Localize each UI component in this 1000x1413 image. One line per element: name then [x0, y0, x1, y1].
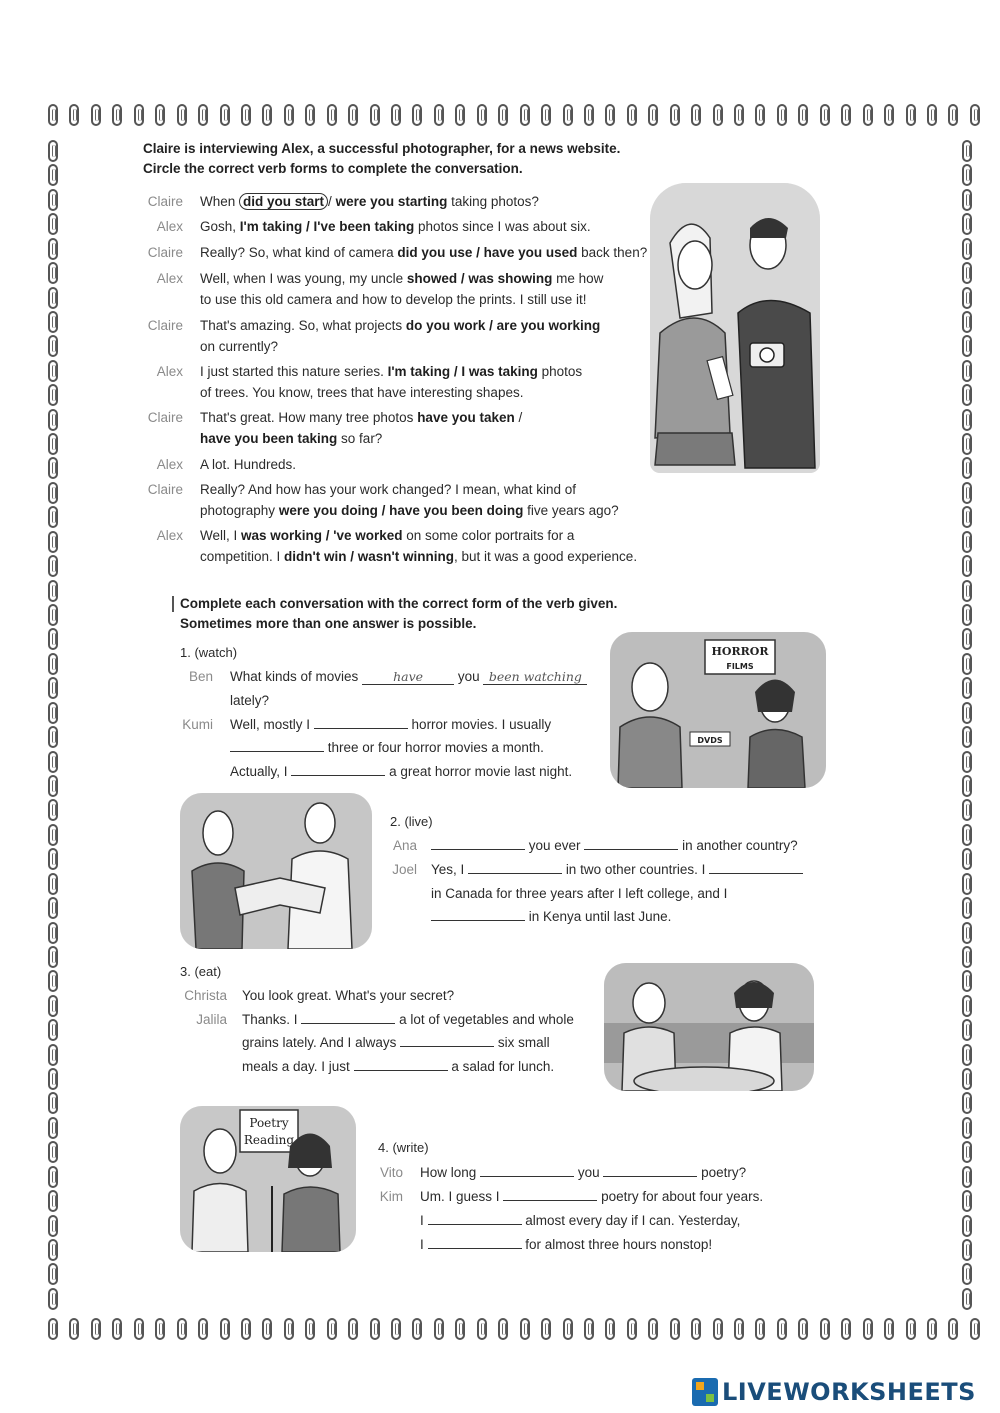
paperclip-icon	[48, 1141, 58, 1163]
speaker-label: Alex	[156, 271, 183, 286]
paperclip-icon	[927, 1318, 937, 1340]
illustration-horror-films	[610, 632, 826, 788]
paperclip-icon	[962, 433, 972, 455]
verb-options[interactable]: showed / was showing	[406, 271, 553, 286]
paperclip-icon	[962, 1141, 972, 1163]
speaker-label: Joel	[392, 862, 417, 877]
instruction-marker	[172, 596, 174, 612]
paperclip-icon	[670, 104, 680, 126]
paperclip-icon	[713, 1318, 723, 1340]
paperclip-icon	[906, 104, 916, 126]
paperclip-icon	[820, 1318, 830, 1340]
paperclip-icon	[962, 311, 972, 333]
answer-input[interactable]	[709, 859, 803, 874]
speaker-label: Ana	[392, 838, 417, 853]
paperclip-icon	[962, 1215, 972, 1237]
paperclip-icon	[670, 1318, 680, 1340]
paperclip-icon	[970, 1318, 980, 1340]
answer-input[interactable]: have	[362, 670, 454, 685]
speaker-label: Christa	[184, 988, 227, 1003]
paperclip-icon	[962, 262, 972, 284]
paperclip-icon	[734, 1318, 744, 1340]
paperclip-icon	[177, 104, 187, 126]
paperclip-icon	[412, 104, 422, 126]
paperclip-icon	[798, 1318, 808, 1340]
brand-name: LIVEWORKSHEETS	[722, 1378, 976, 1406]
paperclip-icon	[962, 164, 972, 186]
paperclip-icon	[48, 433, 58, 455]
speaker-label: Alex	[156, 457, 183, 472]
paperclip-icon	[412, 1318, 422, 1340]
verb-options[interactable]: did you use / have you used	[397, 245, 578, 260]
paperclip-icon	[962, 824, 972, 846]
paperclip-icon	[48, 970, 58, 992]
paperclip-icon	[962, 677, 972, 699]
paperclip-icon	[48, 1044, 58, 1066]
liveworksheets-logo[interactable]	[692, 1378, 976, 1406]
exercise1-instruction-line2: Circle the correct verb forms to complete the conversation.	[143, 161, 523, 176]
paperclip-icon	[520, 104, 530, 126]
paperclip-icon	[820, 104, 830, 126]
paperclip-icon	[584, 1318, 594, 1340]
paperclip-icon	[262, 1318, 272, 1340]
dialogue-text: in Canada for three years after I left college, and I	[431, 886, 728, 901]
paperclip-icon	[962, 360, 972, 382]
verb-option[interactable]: were you starting	[335, 194, 448, 209]
clip-border-right	[962, 140, 972, 1310]
answer-input[interactable]	[584, 835, 678, 850]
paperclip-icon	[48, 140, 58, 162]
paperclip-icon	[498, 104, 508, 126]
answer-input[interactable]	[314, 714, 408, 729]
paperclip-icon	[48, 287, 58, 309]
item-number: 1. (watch)	[180, 645, 238, 660]
exercise2-instructions	[180, 594, 617, 634]
paperclip-icon	[477, 104, 487, 126]
paperclip-icon	[563, 104, 573, 126]
verb-options[interactable]: didn't win / wasn't winning	[284, 549, 454, 564]
paperclip-icon	[327, 1318, 337, 1340]
verb-options[interactable]: I'm taking / I've been taking	[239, 219, 415, 234]
paperclip-icon	[948, 1318, 958, 1340]
paperclip-icon	[305, 104, 315, 126]
paperclip-icon	[584, 104, 594, 126]
paperclip-icon	[48, 409, 58, 431]
verb-options[interactable]: was working / 've worked	[241, 528, 403, 543]
paperclip-icon	[962, 604, 972, 626]
exercise1-instruction-line1: Claire is interviewing Alex, a successful photographer, for a news website.	[143, 141, 621, 156]
paperclip-icon	[962, 531, 972, 553]
paperclip-icon	[48, 824, 58, 846]
speaker-label: Alex	[156, 528, 183, 543]
illustration-poetry	[180, 1106, 356, 1252]
answer-input[interactable]	[291, 761, 385, 776]
speaker-label: Claire	[147, 482, 183, 497]
paperclip-icon	[962, 702, 972, 724]
paperclip-icon	[155, 104, 165, 126]
exercise2-instruction-line1: Complete each conversation with the correct form of the verb given.	[180, 596, 618, 611]
answer-input[interactable]: been watching	[483, 670, 587, 685]
paperclip-icon	[962, 1239, 972, 1261]
paperclip-icon	[48, 189, 58, 211]
answer-input[interactable]	[230, 737, 324, 752]
answer-input[interactable]	[603, 1162, 697, 1177]
paperclip-icon	[48, 604, 58, 626]
paperclip-icon	[48, 555, 58, 577]
paperclip-icon	[284, 1318, 294, 1340]
paperclip-icon	[962, 238, 972, 260]
paperclip-icon	[198, 104, 208, 126]
paperclip-icon	[48, 482, 58, 504]
photo-album-image	[180, 793, 372, 949]
paperclip-icon	[962, 457, 972, 479]
paperclip-icon	[962, 897, 972, 919]
paperclip-icon	[455, 104, 465, 126]
paperclip-icon	[220, 1318, 230, 1340]
item-number: 2. (live)	[390, 814, 433, 829]
liveworksheets-logo-icon	[692, 1378, 718, 1406]
answer-input[interactable]	[431, 906, 525, 921]
poetry-sign-text: Poetry	[249, 1116, 289, 1130]
verb-option[interactable]: have you taken	[417, 410, 515, 425]
verb-option[interactable]: have you been taking	[200, 431, 338, 446]
paperclip-icon	[155, 1318, 165, 1340]
paperclip-icon	[112, 104, 122, 126]
paperclip-icon	[48, 1092, 58, 1114]
speaker-label: Claire	[147, 194, 183, 209]
answer-input[interactable]	[480, 1162, 574, 1177]
paperclip-icon	[648, 1318, 658, 1340]
reading-sign-text: Reading	[243, 1133, 295, 1147]
paperclip-icon	[305, 1318, 315, 1340]
illustration-living-abroad	[180, 793, 372, 949]
paperclip-icon	[112, 1318, 122, 1340]
paperclip-icon	[434, 104, 444, 126]
paperclip-icon	[948, 104, 958, 126]
paperclip-icon	[627, 1318, 637, 1340]
dialogue-text: You look great. What's your secret?	[242, 988, 455, 1003]
paperclip-icon	[962, 1166, 972, 1188]
paperclip-icon	[348, 104, 358, 126]
paperclip-icon	[48, 995, 58, 1017]
paperclip-icon	[962, 628, 972, 650]
paperclip-icon	[691, 104, 701, 126]
paperclip-icon	[48, 1019, 58, 1041]
paperclip-icon	[391, 104, 401, 126]
paperclip-icon	[284, 104, 294, 126]
paperclip-icon	[962, 213, 972, 235]
answer-input[interactable]	[468, 859, 562, 874]
paperclip-icon	[906, 1318, 916, 1340]
paperclip-icon	[734, 104, 744, 126]
paperclip-icon	[48, 897, 58, 919]
paperclip-icon	[48, 104, 58, 126]
paperclip-icon	[48, 946, 58, 968]
paperclip-icon	[48, 922, 58, 944]
speaker-label: Vito	[379, 1165, 403, 1180]
paperclip-icon	[69, 104, 79, 126]
paperclip-icon	[370, 104, 380, 126]
paperclip-icon	[48, 238, 58, 260]
paperclip-icon	[48, 1190, 58, 1212]
exercise2-instruction-line2: Sometimes more than one answer is possible.	[180, 616, 477, 631]
paperclip-icon	[48, 799, 58, 821]
paperclip-icon	[48, 628, 58, 650]
paperclip-icon	[755, 1318, 765, 1340]
paperclip-icon	[48, 1117, 58, 1139]
paperclip-icon	[48, 457, 58, 479]
paperclip-icon	[48, 335, 58, 357]
paperclip-icon	[841, 104, 851, 126]
paperclip-icon	[541, 104, 551, 126]
paperclip-icon	[48, 1288, 58, 1310]
dialogue-text: lately?	[230, 693, 270, 708]
cafe-image	[604, 963, 814, 1091]
verb-options[interactable]: do you work / are you working	[405, 318, 601, 333]
paperclip-icon	[48, 1215, 58, 1237]
speaker-label: Kim	[379, 1189, 403, 1204]
paperclip-icon	[48, 1166, 58, 1188]
paperclip-icon	[241, 104, 251, 126]
paperclip-icon	[48, 702, 58, 724]
paperclip-icon	[962, 775, 972, 797]
paperclip-icon	[48, 262, 58, 284]
paperclip-icon	[69, 1318, 79, 1340]
answer-input[interactable]	[301, 1009, 395, 1024]
speaker-label: Alex	[156, 364, 183, 379]
paperclip-icon	[48, 1068, 58, 1090]
paperclip-icon	[262, 104, 272, 126]
films-sign-text: FILMS	[726, 662, 754, 671]
answer-input[interactable]	[428, 1234, 522, 1249]
paperclip-icon	[863, 104, 873, 126]
paperclip-icon	[962, 506, 972, 528]
paperclip-icon	[198, 1318, 208, 1340]
paperclip-icon	[927, 104, 937, 126]
paperclip-icon	[541, 1318, 551, 1340]
paperclip-icon	[348, 1318, 358, 1340]
speaker-label: Claire	[147, 245, 183, 260]
speaker-label: Claire	[147, 410, 183, 425]
paperclip-icon	[962, 946, 972, 968]
paperclip-icon	[220, 104, 230, 126]
paperclip-icon	[962, 335, 972, 357]
clip-border-top	[48, 104, 980, 126]
paperclip-icon	[48, 751, 58, 773]
paperclip-icon	[327, 104, 337, 126]
paperclip-icon	[563, 1318, 573, 1340]
paperclip-icon	[962, 799, 972, 821]
paperclip-icon	[962, 848, 972, 870]
paperclip-icon	[605, 104, 615, 126]
paperclip-icon	[48, 775, 58, 797]
paperclip-icon	[48, 213, 58, 235]
paperclip-icon	[841, 1318, 851, 1340]
paperclip-icon	[962, 384, 972, 406]
exercise1-instructions	[143, 139, 620, 179]
answer-input[interactable]	[400, 1032, 494, 1047]
paperclip-icon	[370, 1318, 380, 1340]
paperclip-icon	[962, 751, 972, 773]
paperclip-icon	[962, 1190, 972, 1212]
paperclip-icon	[962, 287, 972, 309]
clip-border-bottom	[48, 1318, 980, 1340]
paperclip-icon	[648, 104, 658, 126]
speaker-label: Jalila	[196, 1012, 227, 1027]
paperclip-icon	[434, 1318, 444, 1340]
paperclip-icon	[48, 360, 58, 382]
paperclip-icon	[48, 1263, 58, 1285]
paperclip-icon	[713, 104, 723, 126]
poetry-reading-image	[180, 1106, 356, 1252]
paperclip-icon	[691, 1318, 701, 1340]
paperclip-icon	[962, 653, 972, 675]
paperclip-icon	[48, 726, 58, 748]
paperclip-icon	[498, 1318, 508, 1340]
paperclip-icon	[455, 1318, 465, 1340]
answer-input[interactable]	[503, 1186, 597, 1201]
paperclip-icon	[520, 1318, 530, 1340]
paperclip-icon	[970, 104, 980, 126]
item-number: 3. (eat)	[180, 964, 222, 979]
paperclip-icon	[48, 1318, 58, 1340]
verb-options[interactable]: I'm taking / I was taking	[387, 364, 538, 379]
paperclip-icon	[962, 140, 972, 162]
paperclip-icon	[962, 555, 972, 577]
video-store-image	[610, 632, 826, 788]
paperclip-icon	[48, 531, 58, 553]
paperclip-icon	[798, 104, 808, 126]
paperclip-icon	[962, 726, 972, 748]
paperclip-icon	[48, 873, 58, 895]
paperclip-icon	[48, 1239, 58, 1261]
speaker-label: Alex	[156, 219, 183, 234]
paperclip-icon	[48, 506, 58, 528]
paperclip-icon	[962, 580, 972, 602]
paperclip-icon	[605, 1318, 615, 1340]
answer-input[interactable]	[354, 1056, 448, 1071]
paperclip-icon	[962, 922, 972, 944]
paperclip-icon	[962, 995, 972, 1017]
paperclip-icon	[962, 1068, 972, 1090]
paperclip-icon	[48, 653, 58, 675]
paperclip-icon	[48, 848, 58, 870]
interview-people-image	[650, 183, 820, 473]
paperclip-icon	[962, 189, 972, 211]
paperclip-icon	[884, 104, 894, 126]
paperclip-icon	[134, 104, 144, 126]
paperclip-icon	[91, 104, 101, 126]
paperclip-icon	[962, 482, 972, 504]
paperclip-icon	[777, 1318, 787, 1340]
paperclip-icon	[241, 1318, 251, 1340]
horror-sign-text: HORROR	[711, 645, 769, 658]
paperclip-icon	[962, 1117, 972, 1139]
answer-input[interactable]	[431, 835, 525, 850]
paperclip-icon	[962, 1092, 972, 1114]
paperclip-icon	[962, 873, 972, 895]
speaker-label: Claire	[147, 318, 183, 333]
circled-answer[interactable]: did you start	[239, 193, 328, 210]
paperclip-icon	[863, 1318, 873, 1340]
paperclip-icon	[48, 580, 58, 602]
paperclip-icon	[962, 409, 972, 431]
illustration-interview	[650, 183, 820, 473]
paperclip-icon	[962, 1019, 972, 1041]
answer-input[interactable]	[428, 1210, 522, 1225]
paperclip-icon	[48, 384, 58, 406]
paperclip-icon	[884, 1318, 894, 1340]
paperclip-icon	[91, 1318, 101, 1340]
illustration-eating	[604, 963, 814, 1091]
paperclip-icon	[177, 1318, 187, 1340]
speaker-label: Kumi	[182, 717, 213, 732]
verb-options[interactable]: were you doing / have you been doing	[278, 503, 524, 518]
paperclip-icon	[627, 104, 637, 126]
dvds-sign-text: DVDS	[697, 736, 723, 745]
paperclip-icon	[48, 677, 58, 699]
paperclip-icon	[477, 1318, 487, 1340]
paperclip-icon	[777, 104, 787, 126]
paperclip-icon	[391, 1318, 401, 1340]
item-number: 4. (write)	[378, 1140, 429, 1155]
paperclip-icon	[962, 970, 972, 992]
paperclip-icon	[962, 1044, 972, 1066]
paperclip-icon	[134, 1318, 144, 1340]
paperclip-icon	[962, 1263, 972, 1285]
paperclip-icon	[755, 104, 765, 126]
clip-border-left	[48, 140, 58, 1310]
paperclip-icon	[48, 311, 58, 333]
speaker-label: Ben	[188, 669, 213, 684]
paperclip-icon	[48, 164, 58, 186]
paperclip-icon	[962, 1288, 972, 1310]
